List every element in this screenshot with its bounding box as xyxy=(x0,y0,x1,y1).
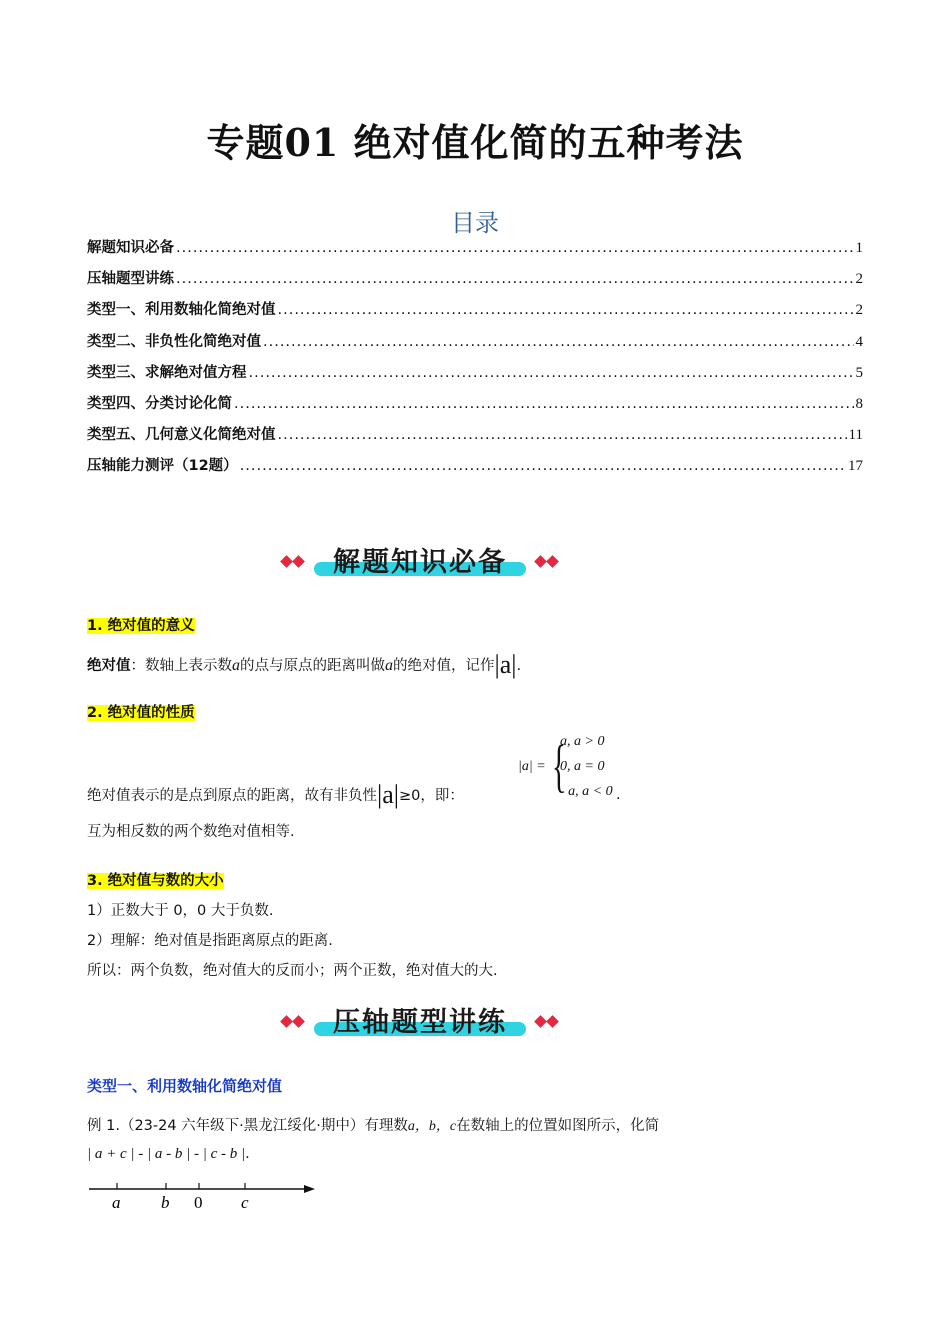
math-vars: a，b，c xyxy=(407,1119,457,1134)
example-text: 例 1.（23-24 六年级下·黑龙江绥化·期中）有理数a，b，c在数轴上的位置如图所示，化简 xyxy=(87,1118,660,1134)
toc-item-page: 8 xyxy=(855,395,863,412)
section-heading: 2. 绝对值的性质 xyxy=(87,705,195,721)
toc-item-label: 压轴题型讲练 xyxy=(87,271,174,288)
table-of-contents xyxy=(87,236,863,486)
toc-item[interactable] xyxy=(87,267,863,298)
math-expression: | a + c | - | a - b | - | c - b | xyxy=(87,1146,246,1162)
toc-item-label: 解题知识必备 xyxy=(87,240,174,256)
piecewise-definition xyxy=(518,732,628,804)
type-heading: 类型一、利用数轴化简绝对值 xyxy=(87,1077,283,1095)
term: 绝对值 xyxy=(87,658,131,674)
paragraph: 互为相反数的两个数绝对值相等. xyxy=(87,824,295,840)
abs-notation: |a| xyxy=(377,780,399,809)
toc-item-label: 类型五、几何意义化简绝对值 xyxy=(87,427,276,444)
toc-item[interactable] xyxy=(87,298,863,329)
toc-item-page: 17 xyxy=(848,458,863,475)
math-var: a xyxy=(232,657,240,674)
toc-item-label: 类型四、分类讨论化简 xyxy=(87,395,232,412)
diamond-icon xyxy=(280,1015,293,1028)
math-var: a xyxy=(385,657,393,674)
arrow-icon xyxy=(304,1185,315,1193)
number-line xyxy=(87,1176,327,1216)
toc-item[interactable] xyxy=(87,454,863,485)
page-title: 专题01 绝对值化简的五种考法 xyxy=(206,120,744,165)
toc-item[interactable] xyxy=(87,361,863,392)
section-heading: 3. 绝对值与数的大小 xyxy=(87,873,224,889)
toc-item-label: 压轴能力测评（12题） xyxy=(87,458,238,475)
left-brace: { xyxy=(552,733,566,798)
toc-leader-dots xyxy=(234,396,854,412)
toc-item-page: 2 xyxy=(855,302,863,319)
toc-item-page: 4 xyxy=(855,333,863,350)
diamond-icon xyxy=(546,1015,559,1028)
piecewise-case: 0, a = 0 xyxy=(560,759,605,774)
paragraph: 绝对值：数轴上表示数a的点与原点的距离叫做a的绝对值，记作|a|. xyxy=(87,650,522,679)
piecewise-lhs: |a| = xyxy=(518,759,546,774)
label-c: c xyxy=(241,1193,249,1212)
toc-item[interactable] xyxy=(87,330,863,361)
toc-item[interactable] xyxy=(87,423,863,454)
toc-leader-dots xyxy=(278,302,854,318)
period: . xyxy=(616,787,621,803)
diamond-icon xyxy=(280,555,293,568)
banner-practice xyxy=(280,1000,560,1044)
toc-item-page: 1 xyxy=(855,240,863,256)
toc-leader-dots xyxy=(176,240,854,256)
paragraph: 绝对值表示的是点到原点的距离，故有非负性|a|≥0，即： xyxy=(87,780,464,809)
banner-title: 解题知识必备 xyxy=(333,547,507,578)
toc-leader-dots xyxy=(263,334,854,350)
paragraph: 2）理解：绝对值是指距离原点的距离. xyxy=(87,933,333,949)
toc-item[interactable] xyxy=(87,236,863,267)
label-zero: 0 xyxy=(194,1193,203,1212)
diamond-icon xyxy=(546,555,559,568)
diamond-icon xyxy=(534,555,547,568)
section-heading: 1. 绝对值的意义 xyxy=(87,618,195,634)
toc-leader-dots xyxy=(249,365,854,381)
piecewise-case: a, a > 0 xyxy=(560,734,605,749)
diamond-icon xyxy=(534,1015,547,1028)
toc-item-page: 2 xyxy=(855,271,863,288)
toc-item-label: 类型三、求解绝对值方程 xyxy=(87,364,247,381)
toc-item-label: 类型二、非负性化简绝对值 xyxy=(87,333,261,350)
toc-item-label: 类型一、利用数轴化简绝对值 xyxy=(87,302,276,319)
toc-item-page: 5 xyxy=(855,364,863,381)
toc-item-page: 11 xyxy=(848,427,863,444)
piecewise-case: - a, a < 0 xyxy=(560,784,613,799)
banner-title: 压轴题型讲练 xyxy=(333,1007,507,1038)
abs-notation: |a| xyxy=(494,650,517,679)
toc-leader-dots xyxy=(176,271,854,287)
diamond-icon xyxy=(292,1015,305,1028)
toc-leader-dots xyxy=(278,427,847,443)
paragraph: 1）正数大于 0，0 大于负数. xyxy=(87,903,274,919)
toc-heading: 目录 xyxy=(451,209,499,237)
toc-leader-dots xyxy=(240,458,846,474)
expression-line: | a + c | - | a - b | - | c - b |. xyxy=(87,1146,250,1162)
toc-item[interactable] xyxy=(87,392,863,423)
diamond-icon xyxy=(292,555,305,568)
label-b: b xyxy=(161,1193,170,1212)
label-a: a xyxy=(112,1193,121,1212)
banner-knowledge xyxy=(280,540,560,584)
paragraph: 所以：两个负数，绝对值大的反而小；两个正数，绝对值大的大. xyxy=(87,963,498,979)
